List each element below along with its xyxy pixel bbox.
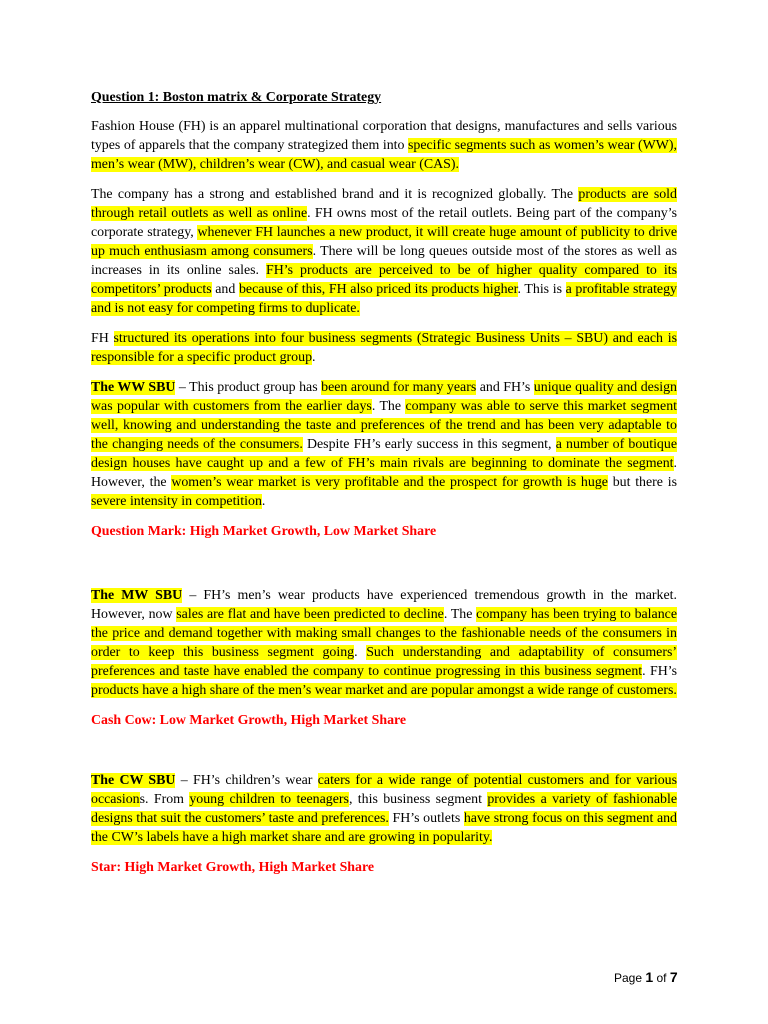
bcg-label-star: Star: High Market Growth, High Market Share [91, 860, 375, 875]
text-run: – This product group has [175, 380, 322, 395]
highlight: company was able to serve this market segment well, knowing and understanding the taste and preferences of the trend and has been very adaptable to the changing needs of the consumers. [91, 399, 677, 452]
sbu-name-mw: The MW SBU [91, 588, 183, 603]
text-run: and FH’s [476, 380, 534, 395]
question-title: Question 1: Boston matrix & Corporate Strategy [91, 90, 382, 105]
page-of-label: of [653, 971, 670, 985]
document-body [91, 88, 677, 877]
highlight: whenever FH launches a new product, it will create huge amount of publicity to drive up much enthusiasm among consumers [91, 225, 677, 259]
highlight: products have a high share of the men’s wear market and are popular amongst a wide range of customers. [91, 683, 677, 698]
text-run: s. From [139, 792, 190, 807]
text-run: The company has a strong and established brand and it is recognized globally. The [91, 187, 579, 202]
highlight: sales are flat and have been predicted to decline [176, 607, 444, 622]
highlight: unique quality and design was popular with customers from the earlier days [91, 380, 677, 414]
text-run: , this business segment [348, 792, 488, 807]
highlight: Such understanding and adaptability of consumers’ preferences and taste have enabled the company to continue progressing in this business segment [91, 645, 677, 679]
highlight: severe intensity in competition [91, 494, 262, 509]
paragraph-brand [91, 185, 677, 318]
highlight: because of this, FH also priced its products higher [238, 282, 518, 297]
highlight: company has been trying to balance the price and demand together with making small changes to the fashionable needs of the consumers in order to keep this business segment going [91, 607, 677, 660]
text-run: . This is [517, 282, 566, 297]
text-run: – FH’s children’s wear [175, 773, 318, 788]
highlight: products are sold through retail outlets as well as online [91, 187, 677, 221]
spacer [91, 541, 677, 586]
paragraph-cw-sbu [91, 771, 677, 847]
text-run: FH [91, 331, 114, 346]
text-run: Fashion House (FH) is an apparel multinational corporation that designs, manufactures and sells various types of apparels that the company strategized them into [91, 119, 677, 153]
paragraph-mw-sbu [91, 586, 677, 700]
text-run: – FH’s men’s wear products have experienced tremendous growth in the market. However, now [91, 588, 677, 622]
bcg-label-question-mark: Question Mark: High Market Growth, Low Market Share [91, 524, 437, 539]
paragraph-intro [91, 117, 677, 174]
highlight: a profitable strategy and is not easy for competing firms to duplicate. [91, 282, 677, 316]
highlight: FH’s products are perceived to be of higher quality compared to its competitors’ products [91, 263, 678, 297]
text-run: . [354, 645, 367, 660]
highlight: structured its operations into four business segments (Strategic Business Units – SBU) and each is responsible for a specific product group [91, 331, 677, 365]
total-pages: 7 [669, 969, 678, 985]
sbu-name-cw: The CW SBU [91, 773, 176, 788]
highlight: young children to teenagers [189, 792, 349, 807]
text-run: . The [371, 399, 406, 414]
text-run: FH’s outlets [388, 811, 464, 826]
text-run: . FH owns most of the retail outlets. Being part of the company’s corporate strategy, [91, 206, 677, 240]
spacer [91, 730, 677, 771]
highlight: women’s wear market is very profitable and the prospect for growth is huge [171, 475, 608, 490]
bcg-label-cash-cow: Cash Cow: Low Market Growth, High Market Share [91, 713, 407, 728]
highlight: caters for a wide range of potential customers and for various occasion [91, 773, 678, 807]
paragraph-ww-sbu [91, 378, 677, 511]
highlight: provides a variety of fashionable designs that suit the customers’ taste and preferences. [91, 792, 678, 826]
current-page: 1 [645, 969, 654, 985]
highlight: a number of boutique design houses have caught up and a few of FH’s main rivals are beginning to dominate the segment [91, 437, 677, 471]
page-number [614, 969, 678, 985]
text-run: . However, the [91, 456, 677, 490]
paragraph-structure [91, 329, 677, 367]
highlight: been around for many years [321, 380, 477, 395]
text-run: but there is [607, 475, 677, 490]
highlight: have strong focus on this segment and the CW’s labels have a high market share and are growing in popularity. [91, 811, 678, 845]
sbu-name-ww: The WW SBU [91, 380, 176, 395]
text-run: . FH’s [642, 664, 677, 679]
text-run: . There will be long queues outside most of the stores as well as increases in its online sales. [91, 244, 677, 278]
text-run: Despite FH’s early success in this segment, [302, 437, 556, 452]
text-run: . [312, 350, 316, 365]
highlight: specific segments such as women’s wear (WW), men’s wear (MW), children’s wear (CW), and casual wear (CAS). [91, 138, 677, 172]
text-run: and [211, 282, 239, 297]
page-label: Page [614, 971, 646, 985]
text-run: . The [443, 607, 477, 622]
text-run: . [261, 494, 266, 509]
